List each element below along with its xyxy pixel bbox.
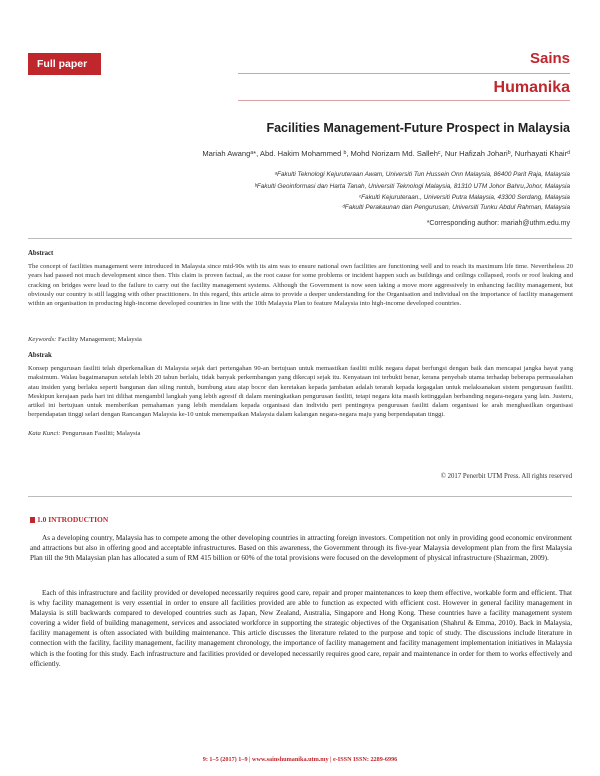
author-list: Mariah Awangᵃ*, Abd. Hakim Mohammed ᵇ, Mohd Norizam Md. Sallehᶜ, Nur Hafizah Johariᵇ, Nurhayati Khairᵈ bbox=[202, 149, 570, 158]
affiliation: ᵇFakulti Geoinformasi dan Harta Tanah, Universiti Teknologi Malaysia, 81310 UTM Johor Bahru,Johor, Malaysia bbox=[254, 183, 570, 190]
journal-name-bottom: Humanika bbox=[493, 79, 570, 96]
affiliation: ᵈFakulti Perakaunan dan Pengurusan, Universiti Tunku Abdul Rahman, Malaysia bbox=[342, 204, 570, 211]
abstract-text: The concept of facilities management were introduced in Malaysia since mid-90s with its aim was to ensure national own facilities are functioning well and to reach its maximum life time. Nevertheless 20 years had passed not much development since then. This claim is proven factual, as the root cause for some problems or incident happen such as buildings and ceilings collapsed, roofs or roof leaking and cracking on bridges were lead to the failure to carry out the facility management systems. Although the Government is now seen taking a move more aggressively in enhancing facility management, but obviously our country is still lagging with other practitioners. In this regard, this article aims to provide a deeper understanding for the Organisation and individual on the importance of facility management within an organisation in producing high-income developed countries in line with the 10th Malaysia Plan to feature Malaysia into high-income developed countries. bbox=[28, 263, 573, 308]
header-rule bbox=[238, 73, 570, 74]
page-footer: 9: 1–5 (2017) 1–9 | www.sainshumanika.utm.my | e-ISSN ISSN: 2289-6996 bbox=[202, 756, 398, 763]
keywords bbox=[28, 336, 142, 343]
introduction-paragraph: As a developing country, Malaysia has to compete among the other developing countries in attracting foreign investors. Competition not only in providing good economic environment and attractions but also in offering good and acceptable infrastructures. Based on this awareness, the Government through its five-year Malaysia development plan from the first Malaysia Plan till the 9th Malaysian plan has allocated a sum of RM 415 billion or 60% of the total provisions were focused on the development of physical infrastructure (Shazirman, 2009). bbox=[30, 534, 572, 563]
abstrak-text: Konsep pengurusan fasiliti telah diperkenalkan di Malaysia sejak dari pertengahan 90-an bertujuan untuk memastikan fasiliti milik negara dapat berfungsi dengan baik dan mencapai jangka hayat yang maksimum. Walau bagaimanapun setelah lebih 20 tahun berlalu, tidak banyak perkembangan yang dikecapi sejak itu. Kenyataan ini terbukti benar, kerana penyebab utama terhadap beberapa permasalahan atau insiden yang berlaku seperti bangunan dan siling runtuh, bumbung atau atap bocor dan keretakan kepada jambatan adalah terarah kepada kegagalan untuk melaksanakan sistem pengurusan fasiliti. Meskipun kerajaan pada hari ini dilihat mengambil langkah yang lebih agresif di dalam meningkatkan pengurusan fasiliti, tetapi negara kita masih ketinggalan berbanding negara-negara yang lain. Justeru, artikel ini bertujuan untuk memberikan pemahaman yang lebih mendalam kepada organisasi dan individu peri pentingnya pengurusan fasiliti dalam organisasi ke arah menghasilkan organisasi berpendapatan tinggi selari dengan Rancangan Malaysia ke-10 untuk menempatkan Malaysia dalam kalangan negara-negara maju yang berpendapatan tinggi. bbox=[28, 365, 573, 419]
introduction-heading bbox=[30, 515, 108, 524]
kata-kunci bbox=[28, 430, 140, 437]
full-paper-label: Full paper bbox=[28, 53, 101, 75]
introduction-paragraph: Each of this infrastructure and facility provided or developed necessarily requires good care, repair and proper maintenances to keep them effective, workable form and efficient. That is why facility management is very essential in order to ensure all facilities provided are able to function as expected with efficient cost. However in general facility management in Malaysia is still backwards compared to developed countries such as Japan, New Zealand, Australia, Singapore and Hong Kong. These countries have a facility management system covering a wider field of building management, services and associated workforce in supporting the strategic objectives of the Organisation (Shahrul & Emma, 2010). Back in Malaysia, facility management is often associated with building maintenance. This article discusses the literature related to the purpose and topic of study. The discussions include literature in connection with the facility, facility management, facility management chronology, the importance of facility management and facility management implementation initiatives in Malaysia which is the footing for this study. Each infrastructure and facilities provided or developed necessarily requires good care, repair and maintenance in order for them to works effectively and efficiently. bbox=[30, 589, 572, 668]
header-rule bbox=[238, 100, 570, 101]
introduction-heading-text: 1.0 INTRODUCTION bbox=[37, 515, 109, 524]
affiliation: ᶜFakulti Kejuruteraan., Universiti Putra Malaysia, 43300 Serdang, Malaysia bbox=[358, 194, 570, 201]
abstract-heading: Abstract bbox=[28, 250, 54, 257]
corresponding-author: *Corresponding author: mariah@uthm.edu.my bbox=[426, 220, 570, 227]
keywords-value: Facility Management; Malaysia bbox=[57, 336, 142, 343]
paper-title: Facilities Management-Future Prospect in Malaysia bbox=[266, 121, 570, 135]
divider bbox=[28, 496, 572, 497]
affiliation: ᵃFakulti Teknologi Kejuruteraan Awam, Universiti Tun Hussein Onn Malaysia, 86400 Parit Raja, Malaysia bbox=[274, 171, 570, 178]
keywords-label: Keywords: bbox=[28, 336, 57, 343]
abstrak-heading: Abstrak bbox=[28, 352, 52, 359]
kata-kunci-label: Kata Kunci: bbox=[28, 430, 61, 437]
kata-kunci-value: Pengurusan Fasiliti; Malaysia bbox=[62, 430, 141, 437]
divider bbox=[28, 238, 572, 239]
journal-name-top: Sains bbox=[529, 50, 570, 67]
section-marker-icon bbox=[30, 517, 35, 523]
copyright: © 2017 Penerbit UTM Press. All rights reserved bbox=[440, 473, 572, 480]
